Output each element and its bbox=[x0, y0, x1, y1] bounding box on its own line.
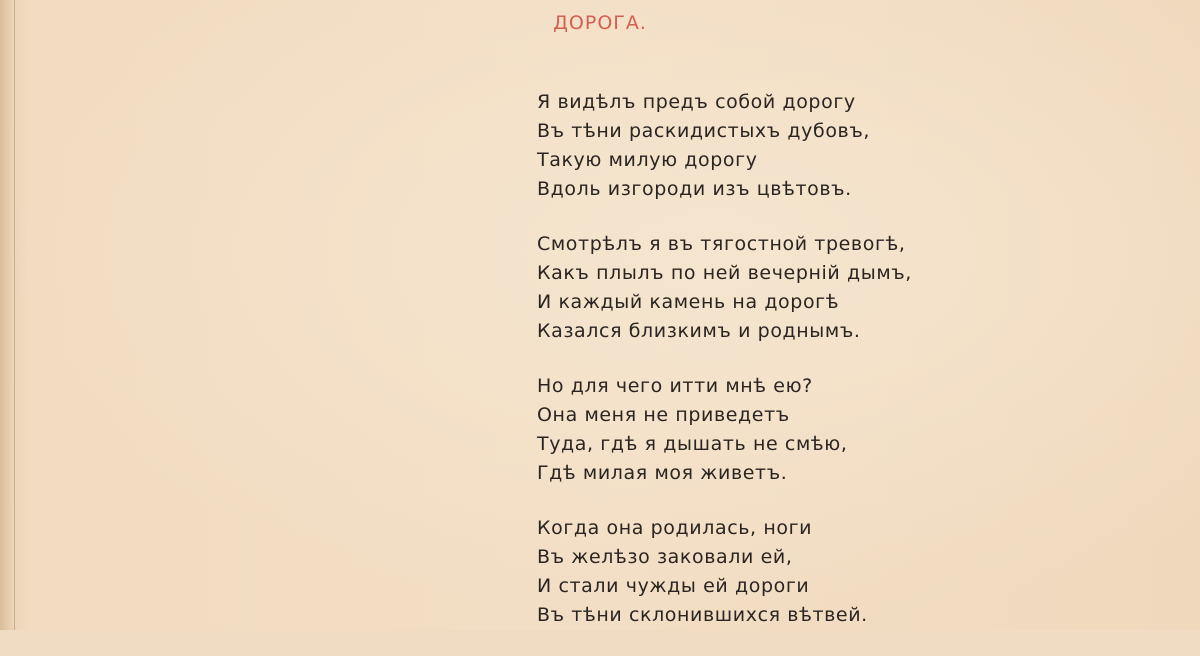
poem-line: Вдоль изгороди изъ цвѣтовъ. bbox=[537, 178, 852, 200]
poem-line: Туда, гдѣ я дышать не смѣю, bbox=[537, 433, 848, 455]
stanza-4 bbox=[537, 514, 957, 630]
poem-line: Но для чего итти мнѣ ею? bbox=[537, 375, 813, 397]
poem-line: Гдѣ милая моя живетъ. bbox=[537, 462, 788, 484]
poem-line: Въ тѣни раскидистыхъ дубовъ, bbox=[537, 120, 871, 142]
poem-line: Такую милую дорогу bbox=[537, 149, 758, 171]
poem-line: Казался близкимъ и роднымъ. bbox=[537, 320, 861, 342]
stanza-1 bbox=[537, 88, 957, 204]
poem-line: Въ тѣни склонившихся вѣтвей. bbox=[537, 604, 868, 626]
stanza-3 bbox=[537, 372, 957, 488]
poem-line: Когда она родилась, ноги bbox=[537, 517, 813, 539]
poem-body bbox=[537, 88, 957, 656]
stanza-2 bbox=[537, 230, 957, 346]
poem-line: И каждый камень на дорогѣ bbox=[537, 291, 840, 313]
poem-line: И стали чужды ей дороги bbox=[537, 575, 810, 597]
poem-line: Она меня не приведетъ bbox=[537, 404, 790, 426]
poem-line: Смотрѣлъ я въ тягостной тревогѣ, bbox=[537, 233, 906, 255]
poem-line: Въ желѣзо заковали ей, bbox=[537, 546, 793, 568]
poem-line: Я видѣлъ предъ собой дорогу bbox=[537, 91, 856, 113]
page-binding-edge bbox=[0, 0, 15, 630]
poem-line: Какъ плылъ по ней вечернiй дымъ, bbox=[537, 262, 912, 284]
poem-title: ДОРОГА. bbox=[553, 12, 647, 34]
